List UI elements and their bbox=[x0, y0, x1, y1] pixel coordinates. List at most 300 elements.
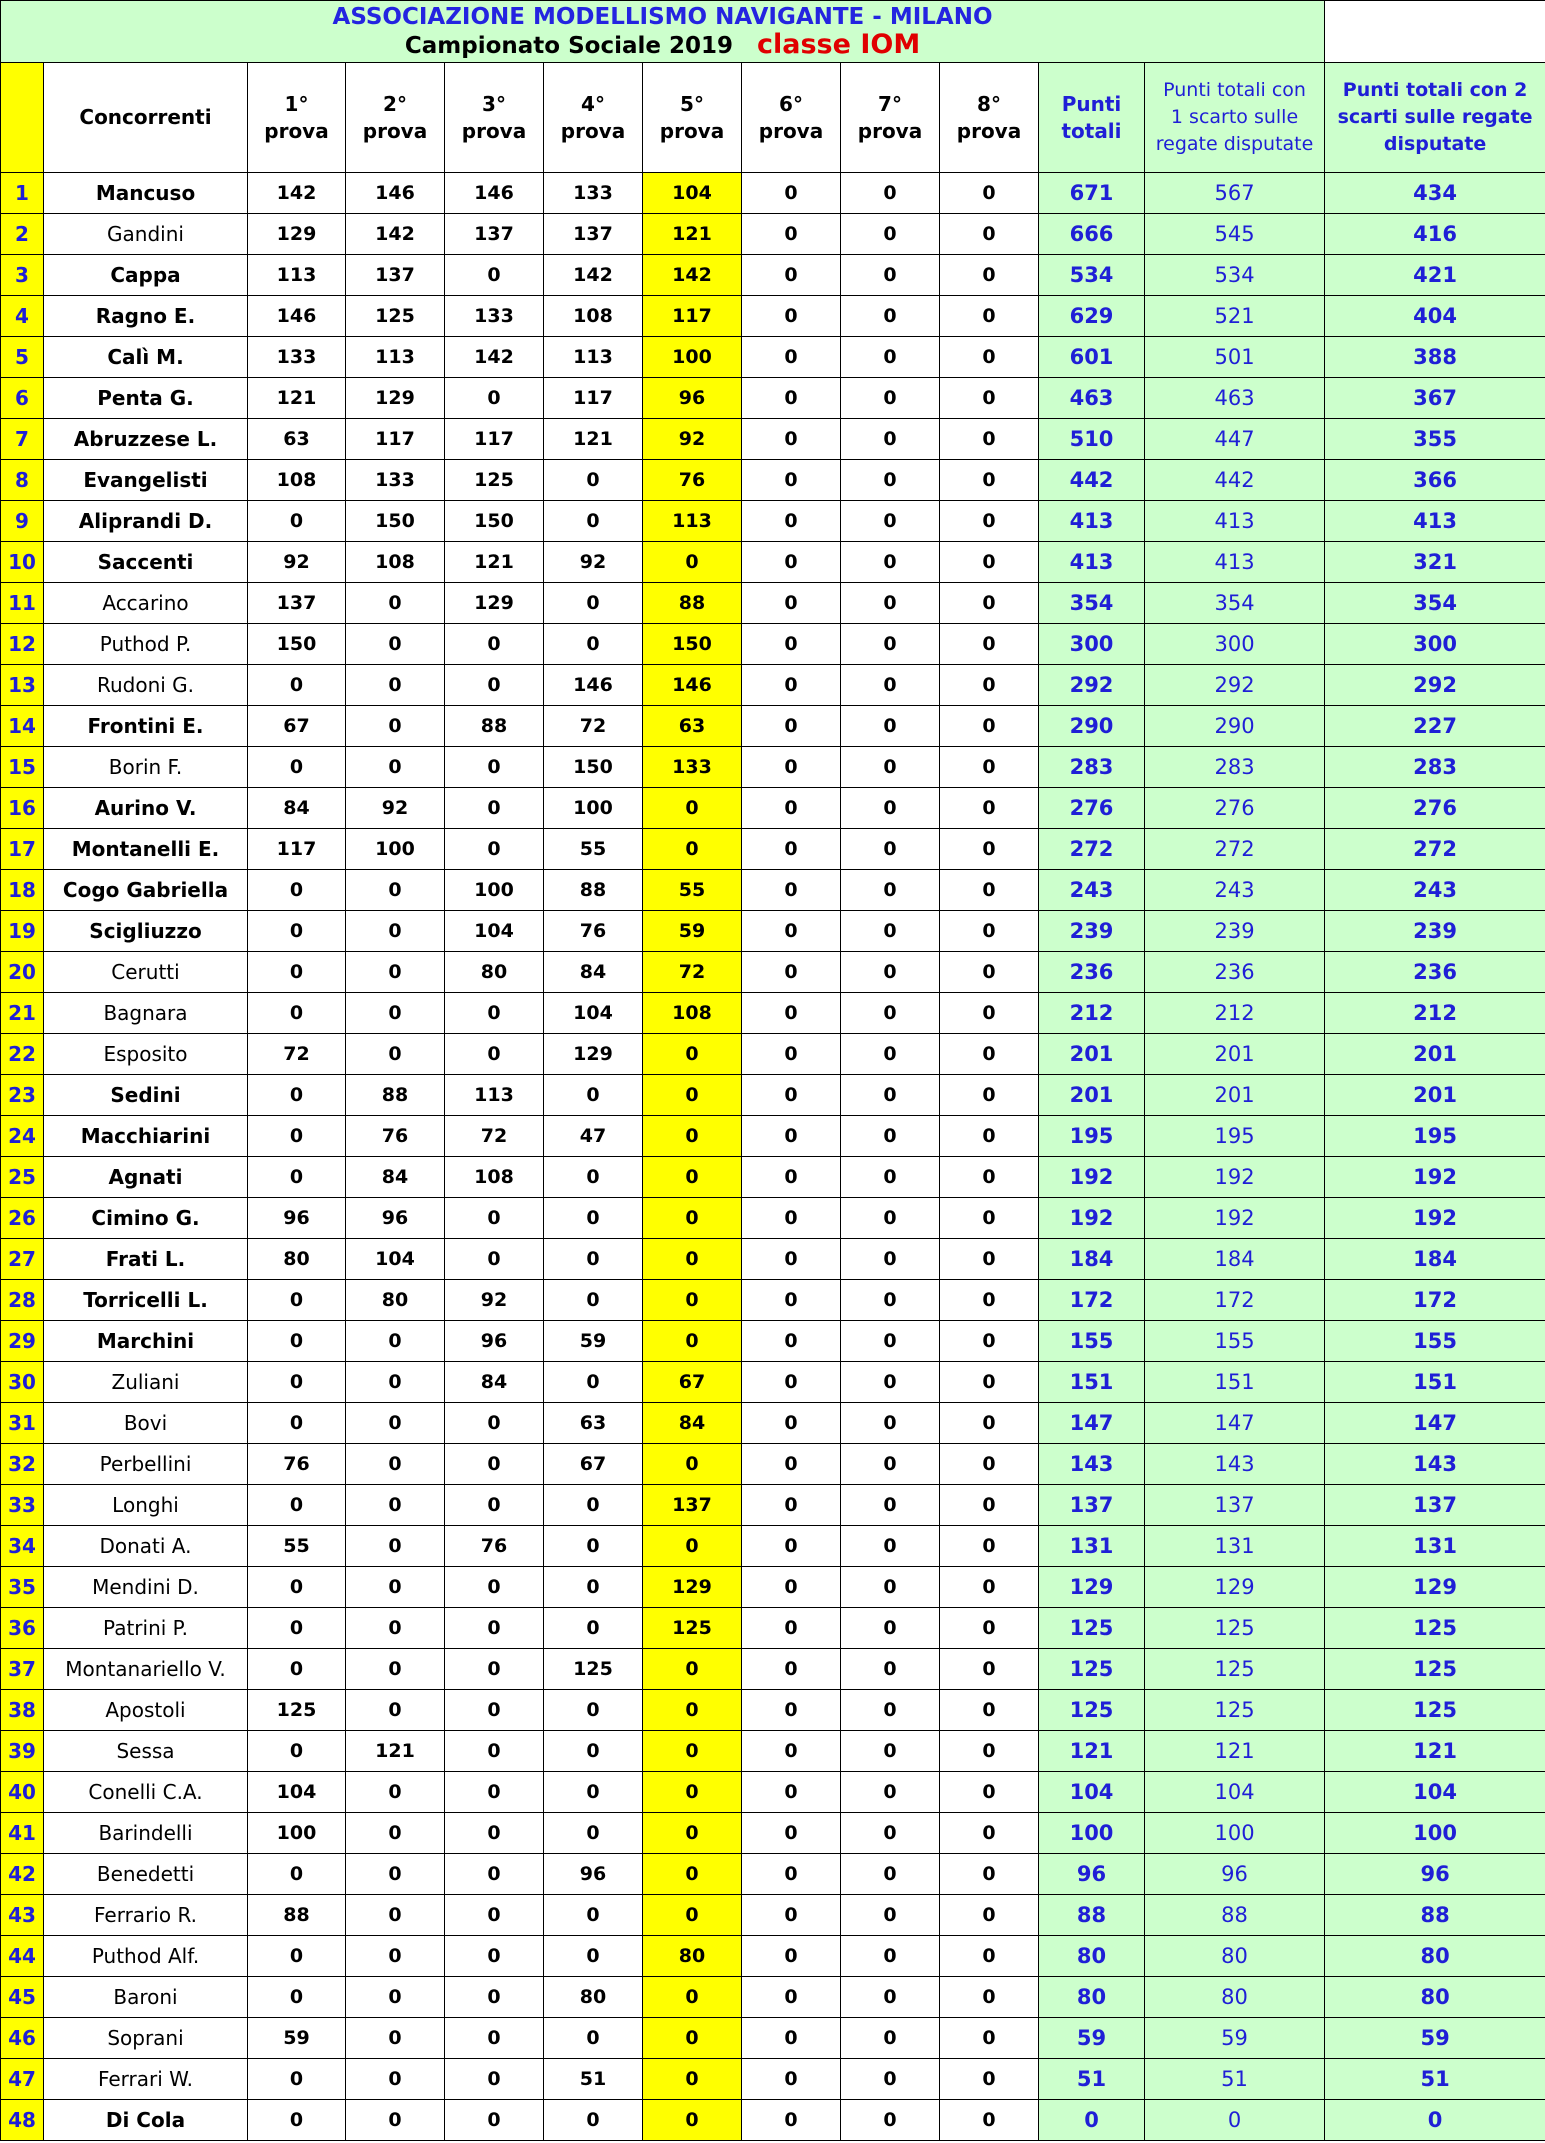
prova-5-score: 0 bbox=[643, 542, 742, 583]
prova-8-score: 0 bbox=[940, 2018, 1039, 2059]
table-row bbox=[1, 1034, 1545, 1075]
prova-3-score: 121 bbox=[445, 542, 544, 583]
competitor-name: Sedini bbox=[44, 1075, 248, 1116]
prova-4-score: 0 bbox=[544, 1567, 643, 1608]
competitor-name: Macchiarini bbox=[44, 1116, 248, 1157]
prova-5-score: 121 bbox=[643, 214, 742, 255]
punti-totali-cell: 80 bbox=[1039, 1936, 1145, 1977]
prova-3-score: 142 bbox=[445, 337, 544, 378]
table-row bbox=[1, 583, 1545, 624]
prova-5-score: 0 bbox=[643, 1731, 742, 1772]
two-discards-cell: 125 bbox=[1325, 1649, 1545, 1690]
prova-2-score: 0 bbox=[346, 1977, 445, 2018]
punti-totali-cell: 96 bbox=[1039, 1854, 1145, 1895]
prova-5-score: 0 bbox=[643, 1075, 742, 1116]
two-discards-line1: Punti totali con 2 bbox=[1342, 79, 1528, 101]
prova-5-score: 142 bbox=[643, 255, 742, 296]
punti-totali-cell: 510 bbox=[1039, 419, 1145, 460]
prova-1-num: 1° bbox=[284, 91, 309, 116]
prova-7-score: 0 bbox=[841, 1075, 940, 1116]
prova-6-score: 0 bbox=[742, 2059, 841, 2100]
rank-cell: 37 bbox=[1, 1649, 44, 1690]
one-discard-header bbox=[1145, 63, 1325, 173]
prova-7-score: 0 bbox=[841, 1321, 940, 1362]
prova-4-num: 4° bbox=[581, 91, 605, 116]
prova-1-score: 142 bbox=[248, 173, 346, 214]
competitor-name: Montanelli E. bbox=[44, 829, 248, 870]
rank-cell: 2 bbox=[1, 214, 44, 255]
prova-7-score: 0 bbox=[841, 1690, 940, 1731]
prova-7-score: 0 bbox=[841, 1772, 940, 1813]
prova-7-score: 0 bbox=[841, 2059, 940, 2100]
competitor-name: Patrini P. bbox=[44, 1608, 248, 1649]
prova-3-score: 84 bbox=[445, 1362, 544, 1403]
prova-7-score: 0 bbox=[841, 1157, 940, 1198]
prova-6-score: 0 bbox=[742, 255, 841, 296]
prova-4-score: 96 bbox=[544, 1854, 643, 1895]
prova-2-score: 137 bbox=[346, 255, 445, 296]
rank-cell: 8 bbox=[1, 460, 44, 501]
prova-8-score: 0 bbox=[940, 1116, 1039, 1157]
two-discards-cell: 227 bbox=[1325, 706, 1545, 747]
table-row bbox=[1, 1198, 1545, 1239]
two-discards-cell: 272 bbox=[1325, 829, 1545, 870]
prova-8-score: 0 bbox=[940, 1608, 1039, 1649]
prova-4-score: 117 bbox=[544, 378, 643, 419]
one-discard-line2: 1 scarto sulle bbox=[1170, 106, 1299, 128]
table-row bbox=[1, 2059, 1545, 2100]
one-discard-line3: regate disputate bbox=[1155, 133, 1314, 155]
prova-4-score: 121 bbox=[544, 419, 643, 460]
prova-4-score: 0 bbox=[544, 460, 643, 501]
one-discard-cell: 413 bbox=[1145, 542, 1325, 583]
prova-6-score: 0 bbox=[742, 337, 841, 378]
table-row bbox=[1, 419, 1545, 460]
punti-totali-cell: 125 bbox=[1039, 1690, 1145, 1731]
competitor-name: Torricelli L. bbox=[44, 1280, 248, 1321]
prova-7-score: 0 bbox=[841, 829, 940, 870]
prova-6-score: 0 bbox=[742, 460, 841, 501]
prova-6-score: 0 bbox=[742, 747, 841, 788]
prova-3-score: 96 bbox=[445, 1321, 544, 1362]
prova-3-score: 72 bbox=[445, 1116, 544, 1157]
prova-4-score: 0 bbox=[544, 1157, 643, 1198]
prova-5-score: 0 bbox=[643, 2100, 742, 2141]
table-row bbox=[1, 706, 1545, 747]
competitor-name: Saccenti bbox=[44, 542, 248, 583]
prova-5-score: 59 bbox=[643, 911, 742, 952]
one-discard-cell: 236 bbox=[1145, 952, 1325, 993]
prova-7-score: 0 bbox=[841, 1854, 940, 1895]
prova-1-score: 0 bbox=[248, 993, 346, 1034]
table-row bbox=[1, 337, 1545, 378]
punti-totali-cell: 51 bbox=[1039, 2059, 1145, 2100]
prova-7-score: 0 bbox=[841, 2018, 940, 2059]
prova-1-score: 0 bbox=[248, 1116, 346, 1157]
prova-6-score: 0 bbox=[742, 2018, 841, 2059]
table-row bbox=[1, 1567, 1545, 1608]
competitor-name: Scigliuzzo bbox=[44, 911, 248, 952]
prova-2-score: 0 bbox=[346, 665, 445, 706]
prova-6-score: 0 bbox=[742, 911, 841, 952]
prova-2-score: 0 bbox=[346, 1403, 445, 1444]
prova-6-score: 0 bbox=[742, 665, 841, 706]
prova-3-score: 0 bbox=[445, 1690, 544, 1731]
two-discards-cell: 388 bbox=[1325, 337, 1545, 378]
punti-totali-cell: 88 bbox=[1039, 1895, 1145, 1936]
prova-2-score: 0 bbox=[346, 993, 445, 1034]
prova-7-score: 0 bbox=[841, 665, 940, 706]
one-discard-cell: 290 bbox=[1145, 706, 1325, 747]
prova-2-score: 80 bbox=[346, 1280, 445, 1321]
prova-6-score: 0 bbox=[742, 1813, 841, 1854]
prova-8-score: 0 bbox=[940, 1977, 1039, 2018]
one-discard-cell: 88 bbox=[1145, 1895, 1325, 1936]
prova-1-score: 0 bbox=[248, 1608, 346, 1649]
two-discards-cell: 276 bbox=[1325, 788, 1545, 829]
prova-4-score: 0 bbox=[544, 1690, 643, 1731]
prova-5-score: 72 bbox=[643, 952, 742, 993]
prova-8-score: 0 bbox=[940, 1157, 1039, 1198]
prova-4-score: 0 bbox=[544, 1198, 643, 1239]
prova-5-score: 84 bbox=[643, 1403, 742, 1444]
prova-8-score: 0 bbox=[940, 2059, 1039, 2100]
table-row bbox=[1, 788, 1545, 829]
one-discard-cell: 0 bbox=[1145, 2100, 1325, 2141]
two-discards-cell: 416 bbox=[1325, 214, 1545, 255]
prova-8-score: 0 bbox=[940, 1198, 1039, 1239]
prova-5-score: 0 bbox=[643, 1977, 742, 2018]
prova-7-score: 0 bbox=[841, 173, 940, 214]
one-discard-cell: 125 bbox=[1145, 1690, 1325, 1731]
two-discards-cell: 201 bbox=[1325, 1075, 1545, 1116]
table-row bbox=[1, 501, 1545, 542]
prova-7-score: 0 bbox=[841, 1649, 940, 1690]
prova-8-score: 0 bbox=[940, 1731, 1039, 1772]
rank-cell: 20 bbox=[1, 952, 44, 993]
rank-cell: 47 bbox=[1, 2059, 44, 2100]
punti-totali-cell: 80 bbox=[1039, 1977, 1145, 2018]
punti-totali-line2: totali bbox=[1061, 118, 1122, 143]
prova-7-score: 0 bbox=[841, 1198, 940, 1239]
prova-8-score: 0 bbox=[940, 1772, 1039, 1813]
punti-totali-cell: 290 bbox=[1039, 706, 1145, 747]
two-discards-cell: 137 bbox=[1325, 1485, 1545, 1526]
two-discards-cell: 80 bbox=[1325, 1977, 1545, 2018]
one-discard-cell: 151 bbox=[1145, 1362, 1325, 1403]
concorrenti-header: Concorrenti bbox=[44, 63, 248, 173]
one-discard-cell: 192 bbox=[1145, 1157, 1325, 1198]
table-row bbox=[1, 911, 1545, 952]
punti-totali-cell: 100 bbox=[1039, 1813, 1145, 1854]
prova-2-score: 0 bbox=[346, 1034, 445, 1075]
prova-6-score: 0 bbox=[742, 1526, 841, 1567]
punti-totali-cell: 172 bbox=[1039, 1280, 1145, 1321]
prova-7-score: 0 bbox=[841, 542, 940, 583]
prova-3-score: 0 bbox=[445, 2018, 544, 2059]
prova-2-score: 0 bbox=[346, 1444, 445, 1485]
rank-cell: 32 bbox=[1, 1444, 44, 1485]
rank-cell: 6 bbox=[1, 378, 44, 419]
prova-7-score: 0 bbox=[841, 1239, 940, 1280]
rank-header bbox=[1, 63, 44, 173]
one-discard-cell: 463 bbox=[1145, 378, 1325, 419]
two-discards-cell: 292 bbox=[1325, 665, 1545, 706]
two-discards-cell: 143 bbox=[1325, 1444, 1545, 1485]
prova-3-score: 0 bbox=[445, 1895, 544, 1936]
two-discards-cell: 434 bbox=[1325, 173, 1545, 214]
prova-1-header bbox=[248, 63, 346, 173]
prova-3-score: 137 bbox=[445, 214, 544, 255]
prova-4-score: 0 bbox=[544, 1075, 643, 1116]
prova-4-score: 142 bbox=[544, 255, 643, 296]
prova-4-header bbox=[544, 63, 643, 173]
prova-5-score: 0 bbox=[643, 1198, 742, 1239]
two-discards-cell: 192 bbox=[1325, 1198, 1545, 1239]
rank-cell: 44 bbox=[1, 1936, 44, 1977]
prova-3-score: 0 bbox=[445, 1608, 544, 1649]
prova-6-score: 0 bbox=[742, 1239, 841, 1280]
prova-4-score: 0 bbox=[544, 583, 643, 624]
punti-totali-cell: 413 bbox=[1039, 542, 1145, 583]
two-discards-cell: 413 bbox=[1325, 501, 1545, 542]
prova-2-score: 0 bbox=[346, 624, 445, 665]
prova-6-score: 0 bbox=[742, 2100, 841, 2141]
prova-8-score: 0 bbox=[940, 1895, 1039, 1936]
prova-2-score: 0 bbox=[346, 1936, 445, 1977]
prova-1-score: 129 bbox=[248, 214, 346, 255]
rank-cell: 21 bbox=[1, 993, 44, 1034]
table-row bbox=[1, 1403, 1545, 1444]
one-discard-cell: 80 bbox=[1145, 1936, 1325, 1977]
prova-1-score: 0 bbox=[248, 1321, 346, 1362]
prova-1-score: 0 bbox=[248, 1977, 346, 2018]
prova-1-score: 0 bbox=[248, 1567, 346, 1608]
prova-3-score: 0 bbox=[445, 2059, 544, 2100]
punti-totali-cell: 413 bbox=[1039, 501, 1145, 542]
punti-totali-cell: 192 bbox=[1039, 1157, 1145, 1198]
prova-6-score: 0 bbox=[742, 1485, 841, 1526]
prova-4-score: 150 bbox=[544, 747, 643, 788]
table-row bbox=[1, 1649, 1545, 1690]
prova-5-score: 0 bbox=[643, 1116, 742, 1157]
table-row bbox=[1, 1977, 1545, 2018]
one-discard-cell: 172 bbox=[1145, 1280, 1325, 1321]
punti-totali-cell: 104 bbox=[1039, 1772, 1145, 1813]
prova-4-score: 84 bbox=[544, 952, 643, 993]
prova-8-score: 0 bbox=[940, 419, 1039, 460]
rank-cell: 18 bbox=[1, 870, 44, 911]
prova-6-score: 0 bbox=[742, 993, 841, 1034]
prova-5-score: 0 bbox=[643, 1239, 742, 1280]
prova-3-score: 0 bbox=[445, 1649, 544, 1690]
competitor-name: Conelli C.A. bbox=[44, 1772, 248, 1813]
competitor-name: Cimino G. bbox=[44, 1198, 248, 1239]
prova-7-score: 0 bbox=[841, 583, 940, 624]
rank-cell: 33 bbox=[1, 1485, 44, 1526]
one-discard-cell: 276 bbox=[1145, 788, 1325, 829]
prova-3-score: 80 bbox=[445, 952, 544, 993]
prova-4-score: 88 bbox=[544, 870, 643, 911]
one-discard-cell: 100 bbox=[1145, 1813, 1325, 1854]
prova-1-score: 55 bbox=[248, 1526, 346, 1567]
prova-4-score: 133 bbox=[544, 173, 643, 214]
prova-8-score: 0 bbox=[940, 747, 1039, 788]
one-discard-cell: 292 bbox=[1145, 665, 1325, 706]
prova-3-score: 0 bbox=[445, 1731, 544, 1772]
table-row bbox=[1, 1854, 1545, 1895]
competitor-name: Cappa bbox=[44, 255, 248, 296]
two-discards-cell: 201 bbox=[1325, 1034, 1545, 1075]
table-row bbox=[1, 1321, 1545, 1362]
prova-2-score: 100 bbox=[346, 829, 445, 870]
rank-cell: 10 bbox=[1, 542, 44, 583]
punti-totali-cell: 184 bbox=[1039, 1239, 1145, 1280]
table-row bbox=[1, 1772, 1545, 1813]
prova-1-score: 100 bbox=[248, 1813, 346, 1854]
prova-7-score: 0 bbox=[841, 1116, 940, 1157]
table-row bbox=[1, 1362, 1545, 1403]
prova-6-num: 6° bbox=[779, 91, 803, 116]
prova-5-score: 146 bbox=[643, 665, 742, 706]
competitor-name: Aurino V. bbox=[44, 788, 248, 829]
prova-3-score: 0 bbox=[445, 1567, 544, 1608]
prova-8-score: 0 bbox=[940, 911, 1039, 952]
two-discards-cell: 88 bbox=[1325, 1895, 1545, 1936]
table-row bbox=[1, 829, 1545, 870]
prova-6-score: 0 bbox=[742, 1772, 841, 1813]
prova-1-score: 137 bbox=[248, 583, 346, 624]
prova-7-score: 0 bbox=[841, 1977, 940, 2018]
two-discards-cell: 404 bbox=[1325, 296, 1545, 337]
prova-8-score: 0 bbox=[940, 255, 1039, 296]
rank-cell: 28 bbox=[1, 1280, 44, 1321]
punti-totali-cell: 137 bbox=[1039, 1485, 1145, 1526]
prova-5-score: 80 bbox=[643, 1936, 742, 1977]
prova-2-score: 0 bbox=[346, 2018, 445, 2059]
prova-7-score: 0 bbox=[841, 1444, 940, 1485]
two-discards-cell: 367 bbox=[1325, 378, 1545, 419]
two-discards-cell: 421 bbox=[1325, 255, 1545, 296]
prova-5-score: 88 bbox=[643, 583, 742, 624]
prova-4-score: 129 bbox=[544, 1034, 643, 1075]
prova-5-score: 67 bbox=[643, 1362, 742, 1403]
prova-8-score: 0 bbox=[940, 788, 1039, 829]
two-discards-cell: 96 bbox=[1325, 1854, 1545, 1895]
two-discards-line3: disputate bbox=[1383, 133, 1487, 155]
prova-2-score: 150 bbox=[346, 501, 445, 542]
prova-5-score: 108 bbox=[643, 993, 742, 1034]
sheet-title bbox=[1, 1, 1325, 63]
punti-totali-cell: 283 bbox=[1039, 747, 1145, 788]
prova-2-score: 133 bbox=[346, 460, 445, 501]
prova-5-score: 0 bbox=[643, 1813, 742, 1854]
table-row bbox=[1, 1936, 1545, 1977]
prova-6-score: 0 bbox=[742, 1075, 841, 1116]
prova-6-score: 0 bbox=[742, 1280, 841, 1321]
prova-1-score: 0 bbox=[248, 1280, 346, 1321]
prova-7-score: 0 bbox=[841, 296, 940, 337]
prova-1-score: 92 bbox=[248, 542, 346, 583]
one-discard-cell: 137 bbox=[1145, 1485, 1325, 1526]
two-discards-line2: scarti sulle regate bbox=[1337, 106, 1533, 128]
prova-1-score: 0 bbox=[248, 1075, 346, 1116]
prova-5-score: 0 bbox=[643, 1444, 742, 1485]
punti-totali-cell: 125 bbox=[1039, 1649, 1145, 1690]
rank-cell: 13 bbox=[1, 665, 44, 706]
table-row bbox=[1, 460, 1545, 501]
prova-4-score: 0 bbox=[544, 1731, 643, 1772]
one-discard-cell: 192 bbox=[1145, 1198, 1325, 1239]
prova-2-score: 0 bbox=[346, 1362, 445, 1403]
prova-7-score: 0 bbox=[841, 911, 940, 952]
prova-8-score: 0 bbox=[940, 1854, 1039, 1895]
prova-6-score: 0 bbox=[742, 173, 841, 214]
prova-2-score: 142 bbox=[346, 214, 445, 255]
table-row bbox=[1, 1526, 1545, 1567]
prova-2-score: 117 bbox=[346, 419, 445, 460]
one-discard-cell: 201 bbox=[1145, 1075, 1325, 1116]
prova-6-score: 0 bbox=[742, 1690, 841, 1731]
prova-6-score: 0 bbox=[742, 1731, 841, 1772]
table-row bbox=[1, 1075, 1545, 1116]
competitor-name: Barindelli bbox=[44, 1813, 248, 1854]
two-discards-cell: 125 bbox=[1325, 1608, 1545, 1649]
prova-4-score: 0 bbox=[544, 1772, 643, 1813]
competitor-name: Benedetti bbox=[44, 1854, 248, 1895]
prova-8-score: 0 bbox=[940, 214, 1039, 255]
prova-4-score: 92 bbox=[544, 542, 643, 583]
prova-8-score: 0 bbox=[940, 1813, 1039, 1854]
punti-totali-cell: 131 bbox=[1039, 1526, 1145, 1567]
punti-totali-cell: 201 bbox=[1039, 1075, 1145, 1116]
prova-4-score: 0 bbox=[544, 1936, 643, 1977]
prova-5-score: 0 bbox=[643, 1854, 742, 1895]
prova-7-score: 0 bbox=[841, 706, 940, 747]
one-discard-cell: 243 bbox=[1145, 870, 1325, 911]
prova-8-word: prova bbox=[956, 118, 1022, 143]
prova-2-score: 146 bbox=[346, 173, 445, 214]
prova-8-score: 0 bbox=[940, 1649, 1039, 1690]
prova-4-score: 0 bbox=[544, 1608, 643, 1649]
prova-3-score: 129 bbox=[445, 583, 544, 624]
two-discards-cell: 129 bbox=[1325, 1567, 1545, 1608]
one-discard-cell: 545 bbox=[1145, 214, 1325, 255]
table-row bbox=[1, 1239, 1545, 1280]
prova-4-score: 100 bbox=[544, 788, 643, 829]
rank-cell: 11 bbox=[1, 583, 44, 624]
prova-6-score: 0 bbox=[742, 419, 841, 460]
table-row bbox=[1, 1280, 1545, 1321]
championship-title bbox=[1, 31, 1324, 60]
rank-cell: 26 bbox=[1, 1198, 44, 1239]
prova-6-score: 0 bbox=[742, 624, 841, 665]
punti-totali-cell: 239 bbox=[1039, 911, 1145, 952]
prova-2-word: prova bbox=[362, 118, 428, 143]
prova-1-score: 84 bbox=[248, 788, 346, 829]
prova-4-score: 55 bbox=[544, 829, 643, 870]
prova-6-score: 0 bbox=[742, 870, 841, 911]
competitor-name: Bovi bbox=[44, 1403, 248, 1444]
punti-totali-cell: 147 bbox=[1039, 1403, 1145, 1444]
prova-8-score: 0 bbox=[940, 378, 1039, 419]
table-row bbox=[1, 624, 1545, 665]
prova-2-score: 0 bbox=[346, 1649, 445, 1690]
prova-7-score: 0 bbox=[841, 870, 940, 911]
one-discard-cell: 534 bbox=[1145, 255, 1325, 296]
rank-cell: 38 bbox=[1, 1690, 44, 1731]
prova-2-score: 121 bbox=[346, 1731, 445, 1772]
